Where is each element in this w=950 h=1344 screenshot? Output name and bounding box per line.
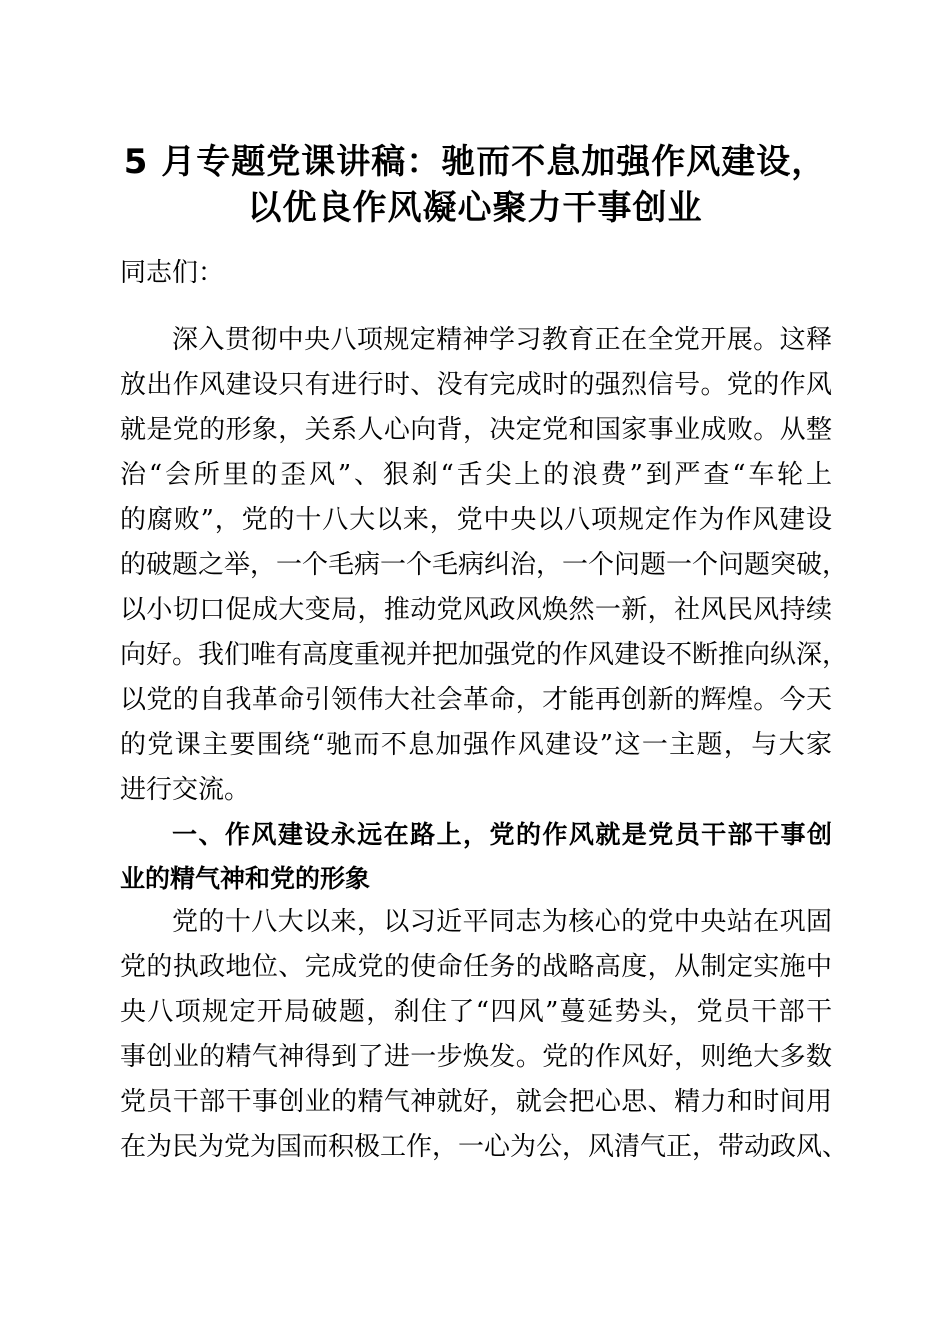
paragraph-line: 党员干部干事创业的精气神就好，就会把心思、精力和时间用 (120, 1087, 832, 1117)
section-heading-line: 一、作风建设永远在路上，党的作风就是党员干部干事创 (172, 820, 832, 849)
paragraph-line: 的破题之举，一个毛病一个毛病纠治，一个问题一个问题突破， (120, 550, 849, 580)
document-title-line-2: 以优良作风凝心聚力干事创业 (247, 188, 703, 228)
paragraph-line: 放出作风建设只有进行时、没有完成时的强烈信号。党的作风 (120, 370, 832, 400)
paragraph-line: 的腐败”，党的十八大以来，党中央以八项规定作为作风建设 (120, 505, 832, 535)
paragraph-line: 进行交流。 (120, 775, 251, 805)
paragraph-line: 治“会所里的歪风”、狠刹“舌尖上的浪费”到严查“车轮上 (120, 460, 832, 490)
paragraph-line: 党的十八大以来，以习近平同志为核心的党中央站在巩固 (172, 907, 832, 937)
paragraph-line: 以党的自我革命引领伟大社会革命，才能再创新的辉煌。今天 (120, 685, 832, 715)
paragraph-line: 就是党的形象，关系人心向背，决定党和国家事业成败。从整 (120, 415, 832, 445)
document-title-line-1: 5 月专题党课讲稿：驰而不息加强作风建设， (123, 142, 827, 182)
paragraph-line: 央八项规定开局破题，刹住了“四风”蔓延势头，党员干部干 (120, 997, 832, 1027)
paragraph-line: 事创业的精气神得到了进一步焕发。党的作风好，则绝大多数 (120, 1042, 832, 1072)
paragraph-line: 以小切口促成大变局，推动党风政风焕然一新，社风民风持续 (120, 595, 832, 625)
paragraph-line: 党的执政地位、完成党的使命任务的战略高度，从制定实施中 (120, 952, 832, 982)
paragraph-line: 向好。我们唯有高度重视并把加强党的作风建设不断推向纵深， (120, 640, 849, 670)
paragraph-line: 深入贯彻中央八项规定精神学习教育正在全党开展。这释 (172, 325, 832, 355)
paragraph-line: 的党课主要围绕“驰而不息加强作风建设”这一主题，与大家 (120, 730, 832, 760)
greeting: 同志们： (120, 258, 225, 288)
paragraph-line: 在为民为党为国而积极工作，一心为公，风清气正，带动政风、 (120, 1132, 849, 1162)
section-heading-line: 业的精气神和党的形象 (120, 864, 371, 893)
